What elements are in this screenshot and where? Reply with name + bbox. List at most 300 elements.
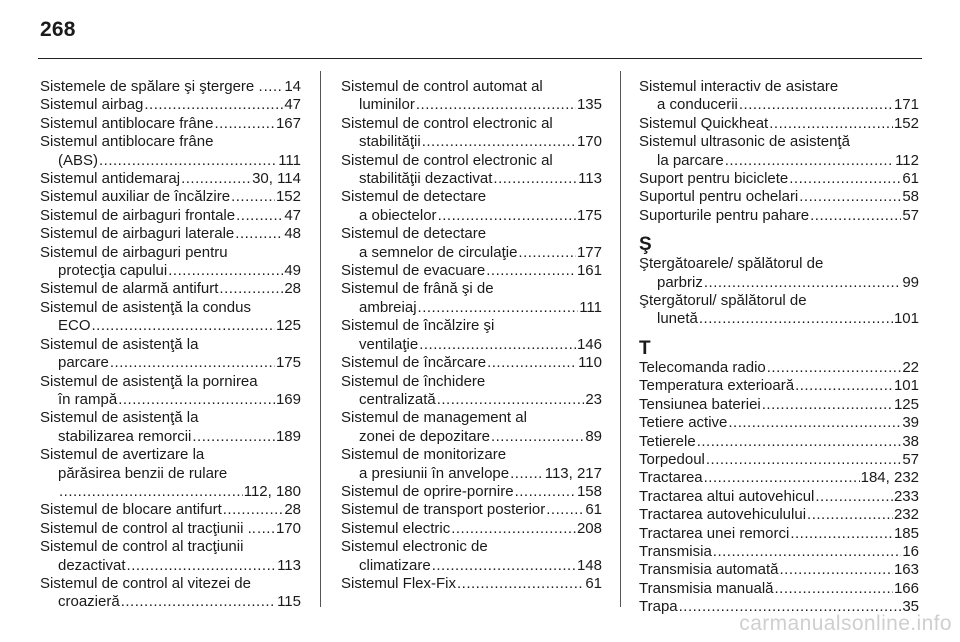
index-entry-text: Sistemul de control al vitezei de [40,574,251,592]
index-entry-line [341,501,602,519]
index-entry [40,501,301,519]
index-entry-line [341,336,602,354]
index-entry [639,451,919,469]
index-entry-text: climatizare [359,556,431,574]
index-page-ref: 61 [902,170,919,188]
dot-leader [725,152,894,170]
dot-leader [99,152,277,170]
index-entry-text: centralizată [359,390,436,408]
index-entry-line [341,354,602,372]
index-page-ref: 152 [275,188,301,206]
index-entry-text: Sistemul electric [341,519,451,537]
index-entry [40,78,301,96]
dot-leader [799,188,901,206]
index-entry-line [40,78,301,96]
index-entry-text: lunetă [657,310,698,328]
index-entry-text: protecţia capului [58,262,168,280]
index-entry-text: stabilităţii dezactivat [359,170,493,188]
index-page-ref: 39 [902,414,919,432]
index-entry-text: Sistemul de asistenţă la condus [40,298,251,316]
index-page-ref: 28 [284,501,301,519]
index-column-2 [341,78,602,593]
index-entry-line [341,96,602,114]
index-page-ref: 47 [284,96,301,114]
index-page-ref: 22 [902,358,919,376]
watermark: carmanualsonline.info [739,612,952,635]
index-entry-text: Trapa [639,598,678,616]
index-entry-line [40,336,301,354]
index-entry-text: Tetierele [639,432,696,450]
index-entry [639,115,919,133]
index-entry-line [40,520,301,538]
index-page-ref: 111 [579,298,602,316]
dot-leader [704,469,860,487]
index-entry-line [40,280,301,298]
dot-leader [181,170,251,188]
index-page-ref: 89 [585,427,602,445]
dot-leader [767,359,902,377]
dot-leader [192,428,275,446]
index-entry-line [40,207,301,225]
index-entry-line [341,317,602,335]
index-entry-line [40,299,301,317]
dot-leader [214,115,275,133]
index-entry [341,78,602,115]
index-page-ref: 171 [893,96,919,114]
index-entry-text: Ştergătorul/ spălătorul de [639,292,807,310]
index-entry-line [639,451,919,469]
dot-leader [762,396,893,414]
index-entry [341,280,602,317]
index-section-letter: Ş [639,234,652,256]
dot-leader [515,483,576,501]
index-entry [40,115,301,133]
index-column-1 [40,78,301,612]
index-entry-text: Sistemul de monitorizare [341,446,507,464]
index-entry-line [341,207,602,225]
index-page-ref: 163 [893,561,919,579]
index-entry-line [40,244,301,262]
index-entry-text: Sistemul de asistenţă la pornirea [40,372,258,390]
index-entry-text: Sistemele de spălare şi ştergere . [40,78,263,95]
index-entry-text: Sistemul de închidere [341,372,486,390]
dot-leader [775,580,893,598]
index-page-ref: 177 [576,243,602,261]
index-entry-text: Sistemul de asistenţă la [40,335,199,353]
index-entry-line [40,354,301,372]
index-entry [341,446,602,483]
dot-leader [780,561,893,579]
index-page-ref: 113, 217 [544,464,602,482]
index-entry-text: Sistemul de încărcare [341,354,487,372]
dot-leader [110,354,275,372]
dot-leader [236,207,283,225]
index-entry-line [639,170,919,188]
index-entry [341,538,602,575]
index-entry-line [40,409,301,427]
index-entry [639,359,919,377]
index-entry-text: ECO [58,317,91,335]
index-column-3 [639,78,919,617]
index-entry-text: Sistemul de transport posterior [341,501,546,519]
page-number: 268 [40,18,76,41]
dot-leader [418,299,579,317]
index-entry [341,188,602,225]
index-entry-text: Transmisia [639,542,712,560]
dot-leader [795,377,893,395]
index-page-ref: 28 [284,280,301,298]
index-entry [40,133,301,170]
index-entry-line [639,488,919,506]
index-entry-line [341,428,602,446]
index-entry-text: Telecomanda radio [639,358,766,376]
index-page-ref: 49 [284,262,301,280]
index-page-ref: 35 [902,598,919,616]
dot-leader [739,96,893,114]
dot-leader [706,451,901,469]
column-separator [620,71,621,607]
index-entry [40,409,301,446]
index-entry [639,433,919,451]
index-entry-line [40,391,301,409]
index-entry-text: Transmisia manuală [639,579,774,597]
dot-leader [223,501,284,519]
index-entry [639,255,919,292]
index-entry-text: Sistemul interactiv de asistare [639,78,839,95]
index-entry-line [639,580,919,598]
index-entry [639,580,919,598]
dot-leader [487,354,577,372]
index-entry-text: Ştergătoarele/ spălătorul de [639,255,824,273]
index-page-ref: 23 [585,390,602,408]
index-entry [639,488,919,506]
index-entry [341,317,602,354]
index-entry-text: Sistemul Flex-Fix [341,574,457,592]
index-entry-text: a obiectelor [359,206,437,224]
index-entry-line [40,170,301,188]
index-entry [40,96,301,114]
dot-leader [432,557,576,575]
index-entry-text: în rampă [58,390,118,408]
index-entry-text: croazieră [58,593,120,611]
dot-leader [807,506,893,524]
index-page-ref: 125 [893,395,919,413]
index-entry-line [639,188,919,206]
dot-leader [437,391,585,409]
index-entry [40,170,301,188]
index-entry [639,414,919,432]
column-separator [320,71,321,607]
index-entry-text: Temperatura exterioară [639,377,795,395]
index-entry-line [639,525,919,543]
index-entry [341,115,602,152]
dot-leader [697,433,902,451]
index-entry-text: Sistemul de detectare [341,225,487,243]
index-entry-text: Sistemul de asistenţă la [40,409,199,427]
index-entry [40,188,301,206]
index-entry [639,292,919,329]
index-entry-line [40,428,301,446]
dot-leader [546,501,584,519]
index-entry-line [40,225,301,243]
index-entry [639,377,919,395]
index-page-ref: 112 [895,151,919,169]
index-entry-text: Transmisia automată [639,561,779,579]
index-page-ref: 101 [893,310,919,328]
index-page-ref: 57 [902,450,919,468]
index-entry-line [639,377,919,395]
dot-leader [699,310,893,328]
index-entry-line [639,292,919,310]
index-entry [639,396,919,414]
index-entry-text: Sistemul de avertizare la [40,446,205,464]
index-entry-line [341,299,602,317]
index-entry-text: Sistemul Quickheat [639,114,769,132]
index-entry-text: Sistemul de blocare antifurt [40,501,222,519]
index-page-ref: 16 [902,542,919,560]
dot-leader [493,170,577,188]
index-entry-line [40,557,301,575]
index-entry [40,520,301,538]
index-entry-line [40,465,301,483]
index-entry-line [341,520,602,538]
index-page-ref: 112, 180 [243,482,301,500]
dot-leader [704,274,901,292]
index-entry-text: dezactivat [58,556,126,574]
index-entry-line [341,373,602,391]
index-entry-text: luminilor [359,96,415,114]
index-page-ref: 57 [902,206,919,224]
index-entry-text: stabilizarea remorcii [58,427,192,445]
index-entry [341,225,602,262]
dot-leader [235,225,283,243]
index-entry [40,336,301,373]
index-entry-text: Sistemul electronic de [341,538,488,556]
index-page-ref: 208 [576,519,602,537]
index-entry-line [639,78,919,96]
index-page-ref: 170 [576,133,602,151]
dot-leader [815,488,893,506]
index-entry [40,446,301,501]
index-entry-text: Suporturile pentru pahare [639,206,810,224]
index-entry-line [341,409,602,427]
index-entry-text: Sistemul de alarmă antifurt [40,280,219,298]
index-entry [40,575,301,612]
dot-leader [790,525,893,543]
index-entry-line [341,225,602,243]
header-rule [38,58,922,59]
index-entry [639,207,919,225]
index-entry-line [639,115,919,133]
index-entry-text: a presiunii în anvelope [359,464,510,482]
dot-leader [419,336,576,354]
dot-leader [59,483,243,501]
index-page-ref: 233 [893,487,919,505]
index-entry-line [40,483,301,501]
index-page-ref: 175 [576,206,602,224]
index-entry-text: Sistemul de control electronic al [341,151,553,169]
index-page-ref: 135 [576,96,602,114]
index-entry-text: ambreiaj [359,298,417,316]
dot-leader [219,280,283,298]
index-page-ref: 185 [893,524,919,542]
index-page-ref: 125 [275,317,301,335]
index-page-ref: 189 [275,427,301,445]
index-entry-line [341,465,602,483]
index-entry-text: Sistemul de airbaguri frontale [40,206,236,224]
index-entry [40,373,301,410]
index-entry-text: la parcare [657,151,724,169]
index-entry-line [341,557,602,575]
index-entry-line [639,433,919,451]
index-page-ref: 30, 114 [252,170,301,188]
index-entry-text: (ABS) [58,151,99,169]
index-entry-line [341,244,602,262]
index-entry-text: Sistemul de încălzire şi [341,317,495,335]
index-entry-line [341,133,602,151]
index-entry-line [639,543,919,561]
dot-leader [168,262,283,280]
index-entry-text: Sistemul de oprire-pornire [341,482,514,500]
index-page-ref: 99 [902,273,919,291]
index-entry-line [341,391,602,409]
index-entry [341,575,602,593]
index-entry [639,188,919,206]
index-entry-line [341,262,602,280]
index-entry-text: părăsirea benzii de rulare [58,464,228,482]
index-entry-line [639,96,919,114]
index-entry [40,299,301,336]
index-entry-text: Sistemul antiblocare frâne [40,133,214,151]
index-entry [341,409,602,446]
index-page-ref: 184, 232 [860,469,919,487]
index-entry [639,561,919,579]
index-page-ref: 110 [578,354,602,372]
index-entry-text: zonei de depozitare [359,427,490,445]
index-entry-line [40,133,301,151]
index-entry-line [40,96,301,114]
index-page-ref: 61 [585,574,602,592]
index-entry [341,354,602,372]
index-entry-text: parcare [58,354,109,372]
dot-leader [144,96,283,114]
index-entry-text: Sistemul de airbaguri laterale [40,225,235,243]
dot-leader [92,317,275,335]
index-entry-text: Tetiere active [639,414,728,432]
index-entry-line [639,414,919,432]
index-page-ref: 148 [576,556,602,574]
dot-leader [769,115,893,133]
index-entry-line [639,310,919,328]
index-page-ref: 166 [893,579,919,597]
index-page-ref: 61 [585,501,602,519]
index-entry-text: Tractarea unei remorci [639,524,790,542]
index-page-ref: 48 [284,225,301,243]
index-entry-text: Sistemul auxiliar de încălzire [40,188,231,206]
index-entry-line [40,188,301,206]
index-page-ref: 115 [277,593,301,611]
dot-leader [438,207,576,225]
index-entry-text: a conducerii [657,96,738,114]
index-entry-line [40,152,301,170]
index-entry-line [639,469,919,487]
index-entry [341,152,602,189]
dot-leader [118,391,275,409]
index-entry-line [40,115,301,133]
index-page-ref: 58 [902,188,919,206]
index-entry-line [40,575,301,593]
index-entry [40,244,301,281]
dot-leader [510,465,544,483]
index-entry-line [639,133,919,151]
index-entry [341,373,602,410]
index-entry [40,225,301,243]
index-page-ref: 47 [284,206,301,224]
index-entry-line [341,188,602,206]
index-entry-line [341,115,602,133]
index-entry [639,506,919,524]
index-entry-line [639,561,919,579]
index-entry [40,207,301,225]
dot-leader [486,262,576,280]
index-page-ref: 170 [275,519,301,537]
index-entry-line [40,538,301,556]
index-entry [639,543,919,561]
index-entry [40,280,301,298]
index-entry-line [341,575,602,593]
index-page-ref: 161 [576,262,602,280]
index-entry-text: Sistemul de detectare [341,188,487,206]
index-entry-line [341,483,602,501]
index-entry [639,170,919,188]
dot-leader [422,133,576,151]
index-page-ref: 101 [893,377,919,395]
dot-leader [713,543,902,561]
index-entry-line [341,170,602,188]
dot-leader [810,207,901,225]
index-section-letter: T [639,337,651,359]
index-entry-text: Tractarea [639,469,703,487]
index-entry-line [639,359,919,377]
index-entry [341,483,602,501]
index-entry-text: Sistemul antidemaraj [40,170,181,188]
index-entry-line [40,262,301,280]
index-entry [639,469,919,487]
index-entry-text: Torpedoul [639,450,705,468]
index-entry-text: Sistemul de frână şi de [341,280,494,298]
index-entry-text: stabilităţii [359,133,421,151]
index-entry [341,520,602,538]
index-page-ref: 169 [275,390,301,408]
dot-leader [416,96,576,114]
index-entry-text: Sistemul de airbaguri pentru [40,243,228,261]
index-page-ref: 111 [278,151,301,169]
dot-leader [491,428,584,446]
index-entry-text: Suport pentru biciclete [639,170,789,188]
index-page-ref: 152 [893,114,919,132]
index-entry-text: Sistemul de control al tracţiunii [40,538,244,556]
index-entry-line [639,274,919,292]
dot-leader [231,188,275,206]
index-entry-text: a semnelor de circulaţie [359,243,518,261]
index-entry-line [40,593,301,611]
index-page-ref: 175 [275,354,301,372]
index-page-ref: 38 [902,432,919,450]
dot-leader [457,575,584,593]
index-page-ref: 158 [576,482,602,500]
index-entry [639,78,919,115]
index-entry-line [639,506,919,524]
